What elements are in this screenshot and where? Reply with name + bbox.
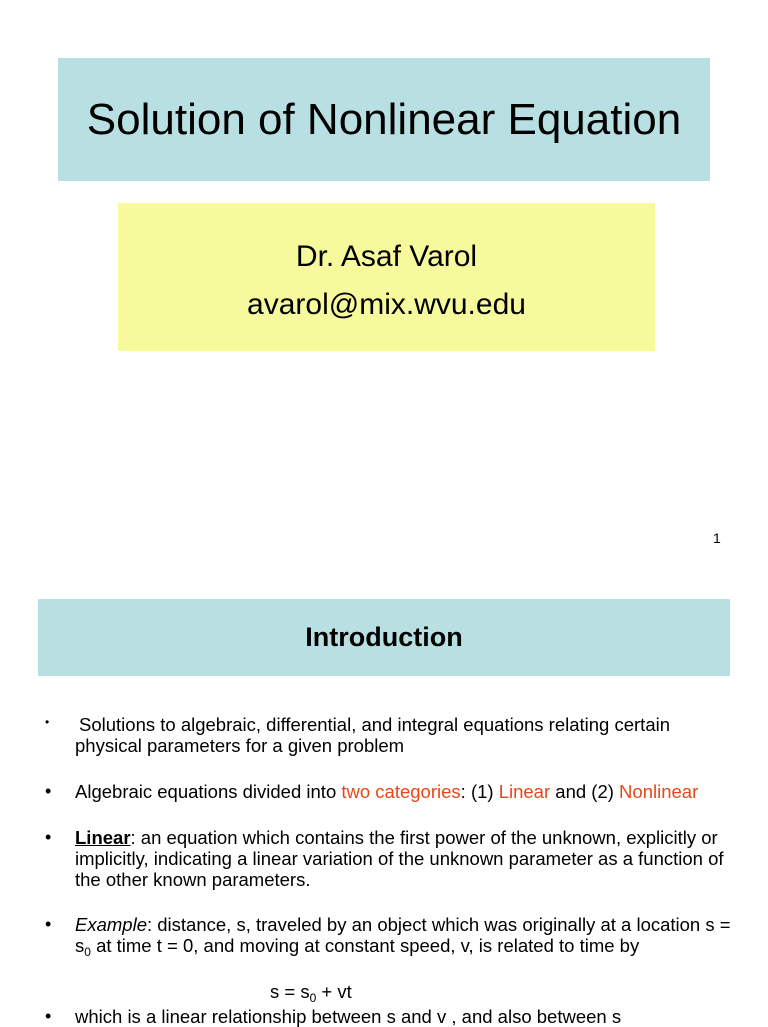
slide-title: Solution of Nonlinear Equation	[86, 94, 682, 144]
formula-right: + vt	[316, 981, 352, 1002]
author-box	[118, 203, 655, 351]
example-text-2: at time t = 0, and moving at constant speed, v, is related to time by	[90, 935, 640, 956]
introduction-header-box	[38, 599, 730, 676]
example-text-1: : distance, s, traveled by an object which was originally at a location s = s	[75, 914, 731, 956]
bullet-solutions-text: Solutions to algebraic, differential, and integral equations relating certain physical parameters for a given problem	[75, 714, 671, 756]
linear-definition-text: : an equation which contains the first power of the unknown, explicitly or implicitly, indicating a linear variation of the unknown parameter as a function of the other known parameters.	[75, 827, 724, 890]
bullet-dot-icon: •	[45, 914, 52, 934]
example-subscript: 0	[84, 945, 91, 959]
categories-highlight: two categories	[341, 781, 461, 802]
category-linear: Linear	[498, 781, 551, 802]
formula	[270, 981, 352, 1005]
bullet-example	[45, 914, 735, 959]
introduction-heading: Introduction	[305, 622, 463, 652]
category-nonlinear: Nonlinear	[619, 781, 699, 802]
formula-subscript: 0	[309, 991, 317, 1005]
categories-text-2: : (1)	[460, 781, 499, 802]
bullet-categories	[45, 781, 735, 802]
bullet-dot-icon: •	[45, 1006, 52, 1026]
bullet-dot-icon: •	[45, 715, 50, 729]
bullet-dot-icon: •	[45, 827, 52, 847]
bullet-linear-definition	[45, 827, 735, 890]
author-name: Dr. Asaf Varol	[295, 240, 478, 273]
formula-left: s = s	[270, 981, 310, 1002]
linear-relationship-text: which is a linear relationship between s and v , and also between s	[75, 1006, 622, 1027]
categories-text-1: Algebraic equations divided into	[75, 781, 342, 802]
bullet-dot-icon: •	[45, 781, 52, 801]
bullet-solutions	[45, 714, 735, 756]
author-email: avarol@mix.wvu.edu	[247, 288, 526, 321]
categories-text-3: and (2)	[550, 781, 620, 802]
slide-title-box	[58, 58, 710, 181]
example-term: Example	[75, 914, 147, 935]
page-number: 1	[713, 530, 721, 546]
linear-term: Linear	[75, 827, 131, 848]
